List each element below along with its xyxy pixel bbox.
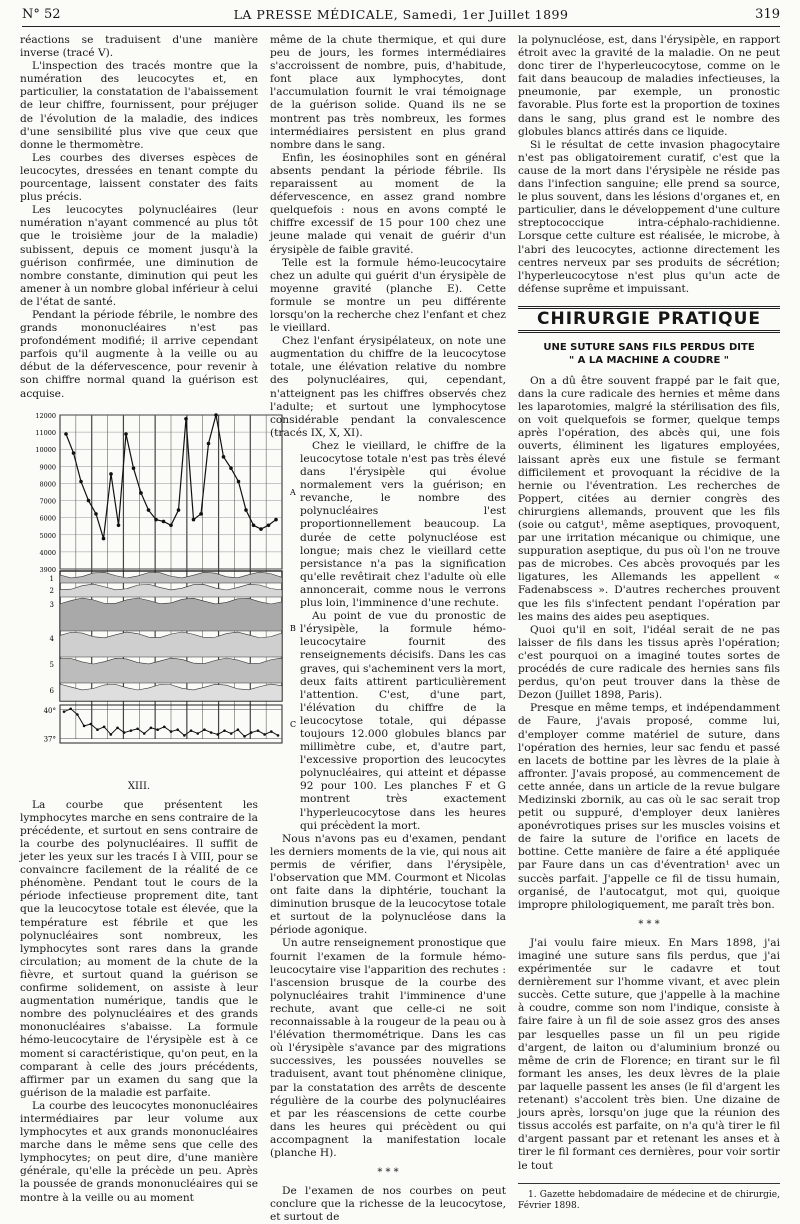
data-point [150,726,153,729]
paragraph: L'inspection des tracés montre que la numération des leucocytes et, en particulier, la constatation de l'abaissement de leur chiffre, fournissent, pour préjuger de l'évolution de la maladie, des indices d'une sensibilité plus vive que ceux que donne le thermomètre. [20,60,258,151]
data-point [162,519,166,523]
data-point [222,455,226,459]
panel-label-b: B [290,623,296,633]
y-tick-label: 6 [49,686,54,695]
data-point [102,536,106,540]
figure-xiii [20,409,300,794]
data-point [79,479,83,483]
section-separator: * * * [377,1167,399,1179]
paragraph: Quoi qu'il en soit, l'idéal serait de ne pas laisser de fils dans les tissus après l'opération; c'est pourquoi on a imaginé toutes sortes de procédés de cure radicale des hernies sans fils perdus, qu'on peut trouver dans la thèse de Dezon (Juillet 1898, Paris). [518,623,780,702]
data-point [177,508,181,512]
data-point [72,451,76,455]
data-point [143,732,146,735]
y-tick-label: 37° [43,734,56,743]
data-point [263,733,266,736]
data-point [124,432,128,436]
y-tick-label: 10000 [35,445,56,454]
y-tick-label: 3900 [39,565,56,574]
data-point [176,728,179,731]
article-title-line-2: " A LA MACHINE A COUDRE " [568,354,729,366]
data-point [63,710,66,713]
paragraph: la polynucléose, est, dans l'érysipèle, en rapport étroit avec la gravité de la maladie. On ne peut donc tirer de l'hyperleucocytose, comme on le fait dans beaucoup de maladies infectieuses, la pneumonie, par exemple, un pronostic favorable. Plus forte est la proportion de toxines dans le sang, plus grand est le nombre des globules blancs attirés dans ce liquide. [518,34,780,138]
section-heading: CHIRURGIE PRATIQUE [518,306,780,333]
y-tick-label: 11000 [35,428,56,437]
data-point [196,732,199,735]
column-1 [20,34,297,1205]
paragraph: On a dû être souvent frappé par le fait que, dans la cure radicale des hernies et même dans les laparotomies, malgré la stérilisation des fils, on voit quelquefois se former, quelque temps après l'opération, des abcès qui, une fois ouverts, éliminent les ligatures employées, laissant après eux une fistule se fermant difficilement et provoquant la récidive de la hernie ou l'éventration. Les recherches de Poppert, citées au dernier congrès des chirurgiens allemands, prouvent que les fils (soie ou catgut¹, même aseptiques, provoquent, par une irritation mécanique ou chimique, une suppuration aseptique, du pus où l'on ne trouve pas de microbes. Ces abcès provoqués par les ligatures, les Allemands les appellent « Fadenabscess ». D'autres recherches prouvent que les fils s'infectent pendant l'opération par les mains des aides peu aseptiques. [518,374,780,623]
data-point [217,733,220,736]
footnote: 1. Gazette hebdomadaire de médecine et de chirurgie, Février 1898. [518,1183,780,1212]
data-point [190,729,193,732]
paragraph: Chez l'enfant érysipélateux, on note une augmentation du chiffre de la leucocytose totale, une élévation relative du nombre des polynucléaires, qui, cependant, n'atteignent pas les chiffres observés chez l'adulte; et surtout une lymphocytose considérable pendant la convalescence (tracés IX, X, XI). [270,335,506,439]
issue-number: N° 52 [22,7,61,22]
data-point [243,735,246,738]
paragraph: Pendant la période fébrile, le nombre des grands mononucléaires n'est pas profondément modifié; il arrive cependant parfois qu'il augmente à la veille ou au début de la défervescence, pour revenir à son chiffre normal quand la guérison est acquise. [20,308,258,400]
column-3 [518,34,780,1212]
y-tick-label: 5 [49,660,54,669]
y-tick-label: 4 [49,634,54,643]
masthead: LA PRESSE MÉDICALE, Samedi, 1er Juillet 1899 [233,7,569,22]
data-point [94,512,98,516]
paragraph: Nous n'avons pas eu d'examen, pendant les derniers moments de la vie, qui nous ait permis de vérifier, dans l'érysipèle, l'observation que MM. Courmont et Nicolas ont faite dans la diphtérie, touchant la diminution brusque de la leucocytose totale et surtout de la polynucléose dans la période agonique. [270,832,506,937]
data-point [103,725,106,728]
paragraph: Au point de vue du pronostic de l'érysipèle, la formule hémo-leucocytaire fournit des renseignements décisifs. Dans les cas graves, qui s'acheminent vers la mort, deux faits attirent particulièrement l'attention. C'est, d'une part, l'élévation du chiffre de la leucocytose totale, qui dépasse toujours 12.000 globules blancs par millimètre cube, et, d'autre part, l'excessive proportion des leucocytes polynucléaires, qui atteint et dépasse 92 pour 100. Les planches F et G montrent très exactement l'hyperleucocytose dans les heures qui précèdent la mort. [300,610,506,832]
y-tick-label: 7000 [39,497,56,506]
y-tick-label: 9000 [39,462,56,471]
paragraph: même de la chute thermique, et qui dure peu de jours, les formes intermédiaires s'accroissent de nombre, puis, d'habitude, font place aux lymphocytes, dont l'accumulation fournit le vrai témoignage de la guérison solide. Quand ils ne se montrent pas très nombreux, les formes intermédiaires persistent en plus grand nombre dans le sang. [270,34,506,151]
data-point [257,729,260,732]
data-point [132,466,136,470]
paragraph: Les leucocytes polynucléaires (leur numération n'ayant commencé au plus tôt que le troisième jour de la maladie) subissent, depuis ce moment jusqu'à la guérison confirmée, une diminution de nombre constante, diminution qui peut les amener à un nombre global inférieur à celui de l'état de santé. [20,204,258,308]
data-point [76,713,79,716]
area-band [60,598,282,631]
data-point [203,728,206,731]
data-point [96,728,99,731]
paragraph: De l'examen de nos courbes on peut conclure que la richesse de la leucocytose, et surtout de [270,1185,506,1224]
leucocyte-chart [20,409,300,779]
article-title-line-1: UNE SUTURE SANS FILS PERDUS DITE [543,341,755,353]
data-point [183,734,186,737]
data-point [110,733,113,736]
paragraph: Presque en même temps, et indépendamment de Faure, j'avais proposé, comme lui, d'employer comme matériel de suture, dans l'opération des hernies, leur sac fendu et passé en lacets de bottine par les lèvres de la plaie à affronter. J'avais proposé, au commencement de cette année, dans un article de la revue bulgare Medizinski zbornik, au cas où le sac serait trop petit ou suppuré, d'employer deux lanières aponévrotiques prises sur les muscles voisins et de faire la suture de l'orifice en lacets de bottine. Cette manière de faire a été appliquée par Faure dans un cas d'éventration¹ avec un succès parfait. J'appelle ce fil de tissu humain, organisé, de l'autocatgut, mot qui, quoique impropre philologiquement, me paraît très bon. [518,702,780,911]
data-point [64,432,68,436]
data-point [237,728,240,731]
article-title [518,341,780,367]
data-point [207,441,211,445]
data-point [210,731,213,734]
data-point [130,729,133,732]
paragraph: La courbe que présentent les lymphocytes marche en sens contraire de la précédente, et surtout en sens contraire de la courbe des polynucléaires. Il suffit de jeter les yeux sur les tracés I à VIII, pour se convaincre facilement de la réalité de ce phénomène. Pendant tout le cours de la période infectieuse proprement dite, tant que la leucocytose totale est élevée, que la température est fébrile et que les polynucléaires sont nombreux, les lymphocytes sont rares dans la grande circulation; au moment de la chute de la fièvre, et surtout quand la guérison se confirme solidement, on assiste à leur augmentation numérique, tandis que le nombre des polynucléaires et des grands mononucléaires s'abaisse. La formule hémo-leucocytaire de l'érysipèle est à ce moment si caractéristique, qu'on peut, en la comparant à celle des jours précédents, affirmer par un examen du sang que la guérison de la maladie est parfaite. [20,798,258,1099]
data-point [156,728,159,731]
paragraph: Un autre renseignement pronostique que fournit l'examen de la formule hémo-leucocytaire vise l'apparition des rechutes : l'ascension brusque de la courbe des polynucléaires trahit l'imminence d'une rechute, avant que celle-ci ne soit reconnaissable à la rougeur de la peau ou à l'élévation thermométrique. Dans les cas où l'érysipèle s'avance par des migrations successives, les poussées nouvelles se traduisent, avant tout phénomène clinique, par la constatation des arrêts de descente régulière de la courbe des polynucléaires et par les réascensions de cette courbe dans les heures qui précèdent ou qui accompagnent la manifestation locale (planche H). [270,937,506,1159]
data-point [259,527,263,531]
data-point [147,508,151,512]
page-header [22,6,780,27]
data-point [223,729,226,732]
data-point [154,517,158,521]
data-point [117,523,121,527]
y-tick-label: 2 [49,586,54,595]
data-point [244,508,248,512]
y-tick-label: 6000 [39,514,56,523]
data-point [184,417,188,421]
y-tick-label: 4000 [39,548,56,557]
y-tick-label: 12000 [35,411,56,420]
data-point [69,707,72,710]
data-point [116,726,119,729]
paragraph: Chez le vieillard, le chiffre de la leucocytose totale n'est pas très élevé dans l'érysipèle qui évolue normalement vers la guérison; en revanche, le nombre des polynucléaires l'est proportionnellement beaucoup. La durée de cette polynucléose est longue; mais chez le vieillard cette persistance n'a pas la signification qu'elle revêtirait chez l'adulte où elle annoncerait, comme nous le verrons plus loin, l'imminence d'une rechute. [300,439,506,610]
area-band [60,658,282,683]
data-point [229,466,233,470]
data-point [109,472,113,476]
paragraph: Telle est la formule hémo-leucocytaire chez un adulte qui guérit d'un érysipèle de moyenne gravité (planche E). Cette formule se montre un peu différente lorsqu'on la recherche chez l'enfant et chez le vieillard. [270,256,506,335]
paragraph: Enfin, les éosinophiles sont en général absents pendant la période fébrile. Ils reparaissent au moment de la défervescence, en assez grand nombre quelquefois : nous en avons compté le chiffre excessif de 15 pour 100 chez une jeune malade qui venait de guérir d'un érysipèle de faible gravité. [270,151,506,256]
area-band [60,632,282,657]
y-tick-label: 5000 [39,531,56,540]
data-point [252,523,256,527]
paragraph: J'ai voulu faire mieux. En Mars 1898, j'ai imaginé une suture sans fils perdus, que j'ai expérimentée sur le cadavre et tout dernièrement sur l'homme vivant, et avec plein succès. Cette suture, que j'appelle à la machine à coudre, comme son nom l'indique, consiste à faire faire à un fil de soie assez gros des anses par lesquelles passe un fil un peu rigide d'argent, de laiton ou d'aluminium bronzé ou même de crin de Florence; en tirant sur le fil formant les anses, les deux lèvres de la plaie par laquelle passent les anses (le fil d'argent les retenant) s'accolent très bien. Une dizaine de jours après, lorsqu'on juge que la réunion des tissus accolés est parfaite, on n'a qu'à tirer le fil d'argent passant par et retenant les anses et à tirer le fil formant ces dernières, pour voir sortir le tout [518,936,780,1172]
paragraph: Les courbes des diverses espèces de leucocytes, dressées en tenant compte du pourcentage, laissent constater des faits plus précis. [20,151,258,204]
area-band [60,684,282,701]
paragraph: Si le résultat de cette invasion phagocytaire n'est pas obligatoirement curatif, c'est que la cause de la mort dans l'érysipèle ne réside pas dans l'infection sanguine; elle prend sa source, le plus souvent, dans les lésions d'organes et, en particulier, dans le développement d'une culture streptococcique intra-céphalo-rachidienne. Lorsque cette culture est réalisée, le microbe, à l'abri des leucocytes, actionne directement les centres nerveux par ses produits de sécrétion; l'hyperleucocytose n'est plus qu'un acte de défense suprême et impuissant. [518,138,780,295]
section-separator: * * * [638,918,660,930]
y-tick-label: 8000 [39,480,56,489]
data-point [192,517,196,521]
data-point [136,727,139,730]
data-point [237,479,241,483]
data-point [163,725,166,728]
page-number: 319 [755,7,780,22]
data-point [89,722,92,725]
panel-label-a: A [290,487,296,497]
data-point [139,491,143,495]
y-tick-label: 3 [49,600,54,609]
data-point [230,732,233,735]
y-tick-label: 1 [49,574,54,583]
y-tick-label: 40° [43,706,56,715]
paragraph: La courbe des leucocytes mononucléaires intermédiaires par leur volume aux lymphocytes et aux grands mononucléaires marche dans le même sens que celle des lymphocytes; on peut dire, d'une manière générale, qu'elle la précède un peu. Après la poussée de grands mononucléaires qui se montre à la veille ou au moment [20,1099,258,1204]
paragraph: réactions se traduisent d'une manière inverse (tracé V). [20,34,258,60]
column-2 [270,34,506,1224]
data-point [170,730,173,733]
data-point [214,413,218,417]
panel-label-c: C [290,719,297,729]
figure-caption: XIII. [127,780,151,792]
data-point [123,731,126,734]
data-point [87,498,91,502]
data-point [83,724,86,727]
data-point [199,512,203,516]
data-point [169,523,173,527]
data-point [250,731,253,734]
